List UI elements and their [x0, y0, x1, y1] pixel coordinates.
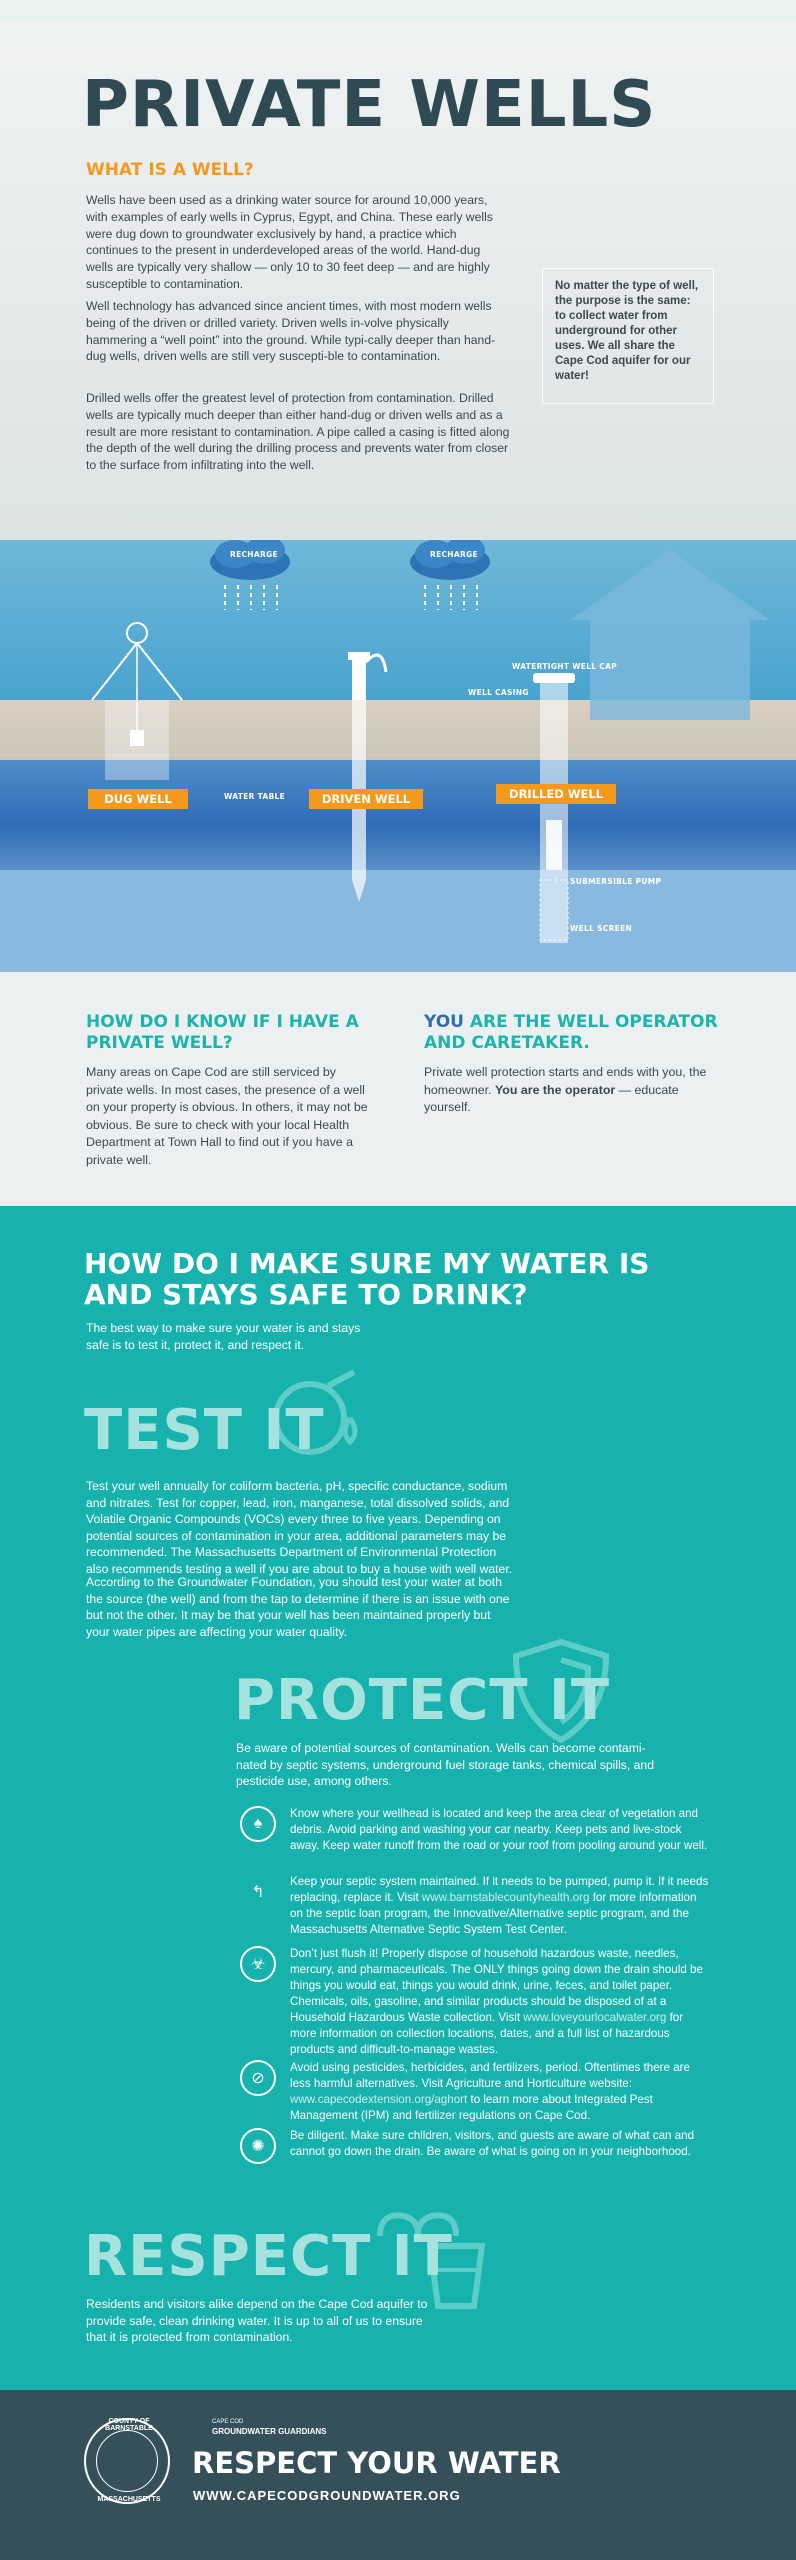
operator-text-end: — educate yourself. — [424, 1082, 679, 1114]
well-screen-label: WELL SCREEN — [570, 924, 633, 933]
well-diagram — [0, 540, 796, 972]
safe-water-section — [0, 1206, 796, 2390]
respect-text: Residents and visitors alike depend on the Cape Cod aquifer to provide safe, clean drinking water. It is up to all of us to ensure that it is protected from contamination. — [86, 2297, 428, 2344]
love-local-water-link[interactable]: www.loveyourlocalwater.org — [523, 2011, 667, 2024]
protect-item-text: Know where your wellhead is located and keep the area clear of vegetation and debris. Avoid parking and washing your car nearby. Keep pets and live-stock away. Keep water runoff from the road or your roof from pooling around your well. — [290, 1807, 708, 1852]
drain-icon: ✺ — [240, 2128, 276, 2164]
know-text: Many areas on Cape Cod are still serviced by private wells. In most cases, the presence of a well on your property is obvious. In others, it may not be obvious. Be sure to check with your local Health Department at Town Hall to find out if you have a private well. — [86, 1065, 368, 1167]
cape-cod-extension-link[interactable]: www.capecodextension.org/aghort — [290, 2093, 468, 2106]
callout-box: No matter the type of well, the purpose is the same: to collect water from underground for other uses. We all share the Cape Cod aquifer for our water! — [542, 268, 714, 404]
test-p1: Test your well annually for coliform bacteria, pH, specific conductance, sodium and nitrates. Test for copper, lead, iron, manganese, total dissolved solids, and Volatile Organic Compounds (VOCs) every three to five years. Depending on potential sources of contamination in your area, additional parameters may be recommended. The Massachusetts Department of Environmental Protection also recommends testing a well if you are about to buy a house with well water. — [86, 1479, 513, 1576]
drilled-paragraph: Drilled wells offer the greatest level of protection from contamination. Drilled wells are typically much deeper than either hand-dug or driven wells and as a result are more resistant to contamination. A pipe called a casing is fitted along the depth of the well during the drilling process and prevents water from closer to the surface from infiltrating into the well. — [86, 391, 510, 473]
protect-item-text — [290, 1946, 710, 2058]
water-table-label: WATER TABLE — [224, 792, 286, 801]
technology-paragraph: Well technology has advanced since ancient times, with most modern wells being of the driven or drilled variety. Driven wells in-volve physically hammering a “well point” into the ground. While typi-cally deeper than hand-dug wells, driven wells are still very suscepti-ble to contamination. — [86, 299, 496, 364]
operator-text — [424, 1064, 714, 1117]
protect-item-text-start: Avoid using pesticides, herbicides, and fertilizers, period. Oftentimes there are less harmful alternatives. Visit Agriculture and Horticulture website: — [290, 2061, 690, 2090]
protect-intro: Be aware of potential sources of contamination. Wells can become contami-nated by septic systems, underground fuel storage tanks, chemical spills, and pesticide use, among others. — [236, 1741, 654, 1788]
drilled-well-label: DRILLED WELL — [496, 784, 616, 804]
county-seal — [84, 2418, 170, 2504]
torn-edge — [0, 0, 796, 22]
submersible-pump-label: SUBMERSIBLE PUMP — [570, 877, 662, 886]
brand-line-1: CAPE COD — [212, 2419, 244, 2425]
protect-item-text-after: for more information on collection locations, dates, and a full list of hazardous products and difficult-to-manage wastes. — [290, 2011, 684, 2056]
footer — [0, 2390, 796, 2560]
footer-url[interactable]: WWW.CAPECODGROUNDWATER.ORG — [193, 2488, 461, 2503]
protect-item-text-start: Keep your septic system maintained. If it needs to be pumped, pump it. If it needs replacing, replace it. Visit — [290, 1875, 709, 1904]
know-section — [0, 972, 796, 1206]
protect-item-text-after: for more information on the septic loan program, the Innovative/Alternative septic program, and the Massachusetts Alternative Septic System Test Center. — [290, 1891, 697, 1936]
safe-question-heading: HOW DO I MAKE SURE MY WATER IS AND STAYS SAFE TO DRINK? — [84, 1247, 650, 1311]
operator-heading — [424, 1012, 724, 1054]
barnstable-health-link[interactable]: www.barnstablecountyhealth.org — [421, 1891, 590, 1904]
driven-well-label: DRIVEN WELL — [309, 789, 423, 809]
dug-well-label: DUG WELL — [88, 789, 188, 809]
safe-intro: The best way to make sure your water is and stays safe is to test it, protect it, and respect it. — [86, 1321, 361, 1352]
brand-line-2: GROUNDWATER GUARDIANS — [212, 2427, 327, 2436]
protect-item-text — [290, 1874, 710, 1938]
test-p2: According to the Groundwater Foundation, you should test your water at both the source (the well) and from the tap to determine if there is an issue with one but not the other. It may be that your well has been maintained properly but your water pipes are affecting your water quality. — [86, 1575, 510, 1639]
diagram-illustration — [0, 540, 796, 972]
pipe-icon: ↰ — [251, 1884, 265, 1901]
bottle-icon: ☣ — [240, 1946, 276, 1982]
watertight-cap-label: WATERTIGHT WELL CAP — [512, 662, 617, 671]
rooster-icon: ♠ — [240, 1806, 276, 1842]
seal-bottom-text: MASSACHUSETTS — [97, 2496, 161, 2503]
footer-tagline: RESPECT YOUR WATER — [192, 2446, 561, 2480]
seal-top-text: COUNTY OF BARNSTABLE — [105, 2418, 153, 2432]
protect-item-text: Be diligent. Make sure children, visitors, and guests are aware of what can and cannot go down the drain. Be aware of what is going on in your neighborhood. — [290, 2129, 695, 2158]
what-is-a-well-heading: WHAT IS A WELL? — [86, 160, 254, 180]
operator-text-start: Private well protection starts and ends with you, the homeowner. — [424, 1065, 707, 1097]
lower-aquifer — [0, 870, 796, 972]
seal-inner-ring — [96, 2430, 158, 2492]
no-spray-icon: ⊘ — [240, 2060, 276, 2096]
page-title: PRIVATE WELLS — [82, 68, 657, 142]
recharge-label-right: RECHARGE — [430, 550, 478, 559]
operator-text-bold: You are the operator — [494, 1082, 616, 1097]
protect-item-text-start: Don’t just flush it! Properly dispose of household hazardous waste, needles, mercury, and pharmaceuticals. The ONLY things going down the drain should be things you would eat, things you would drink, urine, feces, and toilet paper. Chemicals, oils, gasoline, and similar products should be disposed of at a Household Hazardous Waste collection. Visit — [290, 1947, 703, 2024]
protect-item-text-after: to learn more about Integrated Pest Management (IPM) and fertilizer regulations on Cape Cod. — [290, 2093, 653, 2122]
recharge-label-left: RECHARGE — [230, 550, 278, 559]
respect-it-heading: RESPECT IT — [84, 2224, 453, 2289]
protect-item-text — [290, 2060, 710, 2124]
operator-heading-you: YOU — [424, 1012, 464, 1032]
history-paragraph: Wells have been used as a drinking water source for around 10,000 years, with examples of early wells in Cyprus, Egypt, and China. These early wells were dug down to groundwater exclusively by hand, a practice which continues to the present in underdeveloped areas of the world. Hand-dug wells are typically very shallow — only 10 to 30 feet deep — and are highly susceptible to contamination. — [86, 193, 493, 291]
operator-heading-rest: ARE THE WELL OPERATOR AND CARETAKER. — [424, 1012, 718, 1053]
know-heading: HOW DO I KNOW IF I HAVE A PRIVATE WELL? — [86, 1012, 359, 1053]
test-it-heading: TEST IT — [84, 1398, 325, 1463]
intro-section — [0, 0, 796, 540]
groundwater-guardians-logo — [212, 2418, 327, 2436]
well-casing-label: WELL CASING — [468, 688, 529, 697]
protect-it-heading: PROTECT IT — [234, 1668, 611, 1733]
